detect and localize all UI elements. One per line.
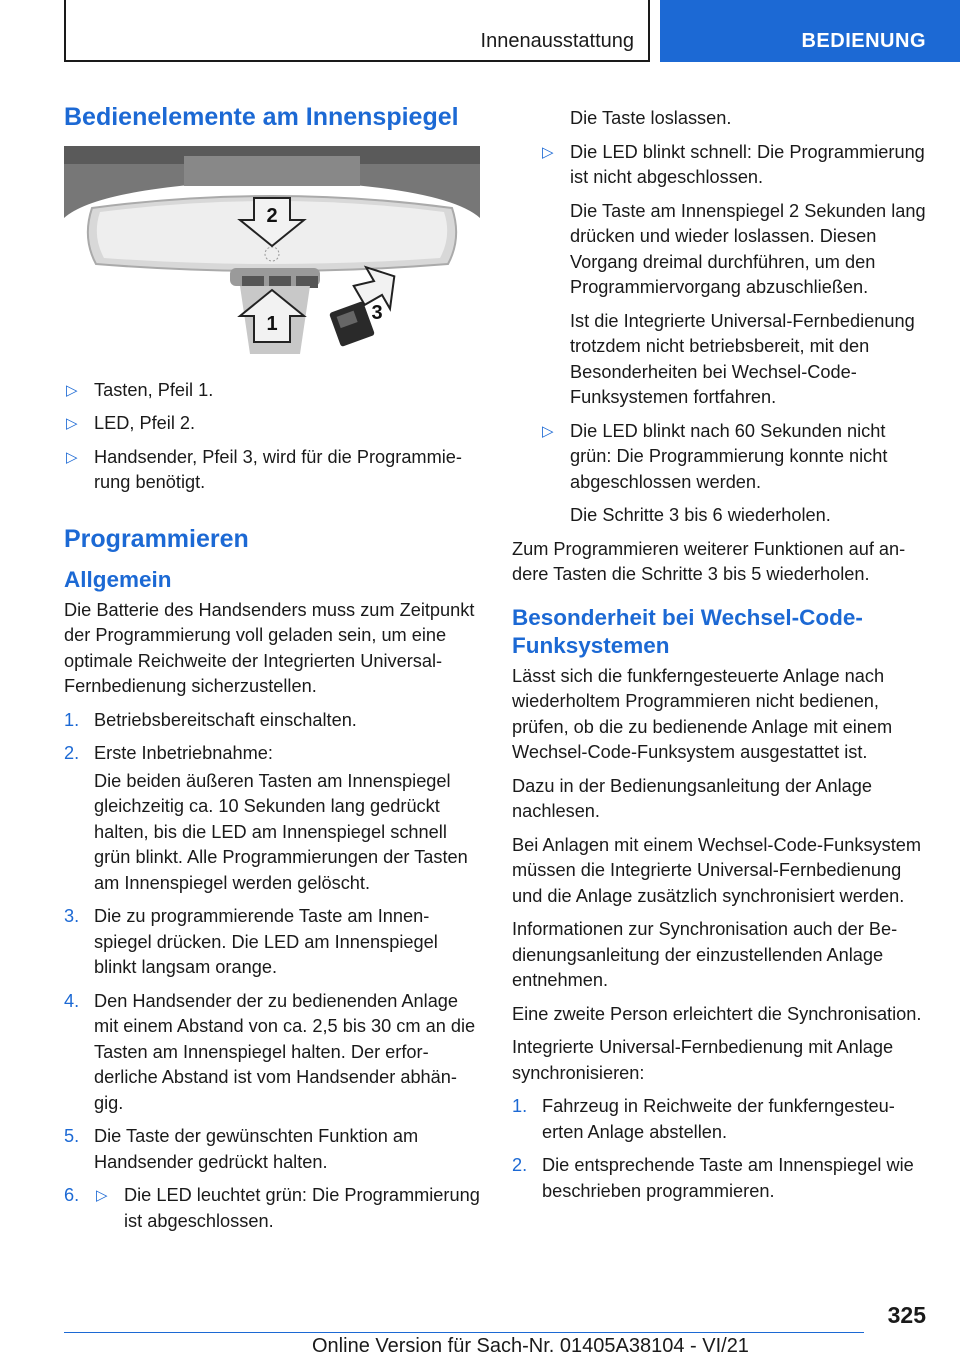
paragraph: Bei Anlagen mit einem Wechsel-Code-Funksystem müssen die Integrierte Universal-Fernbedienung und die Anlage zusätzlich synchronisiert werden. [512, 834, 922, 906]
section-heading: Programmieren [64, 524, 249, 553]
paragraph: Die Batterie des Handsenders muss zum Zeitpunkt der Programmierung voll geladen sein, um eine optimale Reichweite der Integrierten Universal-Fernbedienung sicherzustellen. [64, 599, 475, 696]
step-detail: Die Taste loslassen. [570, 108, 732, 128]
bullet-triangle-icon: ▷ [66, 448, 78, 466]
step-detail: Die beiden äußeren Tasten am Innenspiegel gleichzeitig ca. 10 Sekunden lang gedrückt halten, bis die LED am Innenspiegel schnell grün blinkt. Alle Programmierungen der Tasten am Innenspiegel werden gelöscht. [94, 770, 468, 893]
step-item: 2. Erste Inbetriebnahme: [64, 743, 273, 763]
paragraph: Dazu in der Bedienungsanleitung der Anlage nachlesen. [512, 775, 872, 821]
step-detail: Die Taste am Innenspiegel 2 Sekunden lang drücken und wieder loslassen. Diesen Vorgang dreimal durchführen, um den Programmiervorgang abzuschließen. [570, 200, 926, 297]
bullet-triangle-icon: ▷ [96, 1187, 108, 1204]
right-column [512, 106, 928, 1212]
step-item: 6. ▷ Die LED leuchtet grün: Die Programmierung ist abgeschlossen. [64, 1185, 480, 1231]
header-chapter-label: BEDIENUNG [801, 30, 926, 52]
svg-text:1: 1 [266, 313, 278, 335]
step-detail: Die Schritte 3 bis 6 wiederholen. [570, 505, 831, 525]
list-item: ▷ Tasten, Pfeil 1. [64, 378, 480, 404]
step-detail: Ist die Integrierte Universal-Fernbedienung trotzdem nicht betriebsbereit, mit den Besonderheiten bei Wechsel-Code-Funksystemen fortfahren. [570, 310, 915, 407]
paragraph: Eine zweite Person erleichtert die Synchronisation. [512, 1003, 922, 1024]
paragraph: Integrierte Universal-Fernbedienung mit Anlage synchronisieren: [512, 1037, 894, 1083]
bullet-triangle-icon: ▷ [542, 422, 554, 440]
list-item: ▷ Die LED blinkt nach 60 Sekunden nicht grün: Die Programmierung konnte nicht abgeschlossen werden. [542, 420, 888, 492]
footer-divider [64, 1332, 864, 1333]
step-item: 1. Betriebsbereitschaft einschalten. [64, 709, 357, 730]
step-item: 5. Die Taste der gewünschten Funktion am Handsender gedrückt halten. [64, 1126, 419, 1172]
header-section [64, 0, 650, 62]
bullet-triangle-icon: ▷ [66, 381, 78, 399]
page-title: Bedienelemente am Innenspiegel [64, 103, 459, 131]
footer-text: Online Version für Sach-Nr. 01405A38104 - VI/21 [312, 1335, 749, 1357]
bullet-triangle-icon: ▷ [66, 415, 78, 432]
step-item: 1. Fahrzeug in Reichweite der funkferngesteuerten Anlage abstellen. [512, 1096, 895, 1142]
step-item: 3. Die zu programmierende Taste am Innenspiegel drücken. Die LED am Innenspiegel blinkt langsam orange. [64, 906, 438, 977]
bullet-triangle-icon: ▷ [542, 143, 554, 161]
list-item: ▷ Handsender, Pfeil 3, wird für die Programmierung benötigt. [66, 446, 462, 492]
paragraph: Informationen zur Synchronisation auch der Bedienungsanleitung der einzustellenden Anlage entnehmen. [512, 919, 898, 990]
svg-text:3: 3 [371, 302, 383, 324]
subsection-heading: Allgemein [64, 566, 172, 592]
list-item: ▷ LED, Pfeil 2. [64, 411, 480, 437]
svg-text:2: 2 [266, 205, 278, 227]
paragraph: Lässt sich die funkferngesteuerte Anlage nach wiederholtem Programmieren nicht bedienen, prüfen, ob die zu bedienende Anlage mit einem Wechsel-Code-Funksystem ausgestattet ist. [512, 665, 893, 762]
header-chapter [660, 0, 960, 62]
left-column [64, 96, 480, 1242]
subsection-heading: Besonderheit bei Wechsel-Code-Funksystemen [512, 604, 863, 658]
paragraph: Zum Programmieren weiterer Funktionen auf andere Tasten die Schritte 3 bis 5 wiederholen. [512, 538, 906, 584]
list-item: ▷ Die LED blinkt schnell: Die Programmierung ist nicht abgeschlossen. [542, 141, 925, 187]
page-number: 325 [887, 1302, 926, 1328]
step-item: 4. Den Handsender der zu bedienenden Anlage mit einem Abstand von ca. 2,5 bis 30 cm an die Tasten am Innenspiegel halten. Der erforderliche Abstand ist vom Handsender abhängig. [64, 990, 476, 1113]
mirror-figure [64, 146, 480, 354]
step-item: 2. Die entsprechende Taste am Innenspiegel wie beschrieben programmieren. [512, 1155, 914, 1201]
header-section-label: Innenausstattung [480, 30, 634, 52]
